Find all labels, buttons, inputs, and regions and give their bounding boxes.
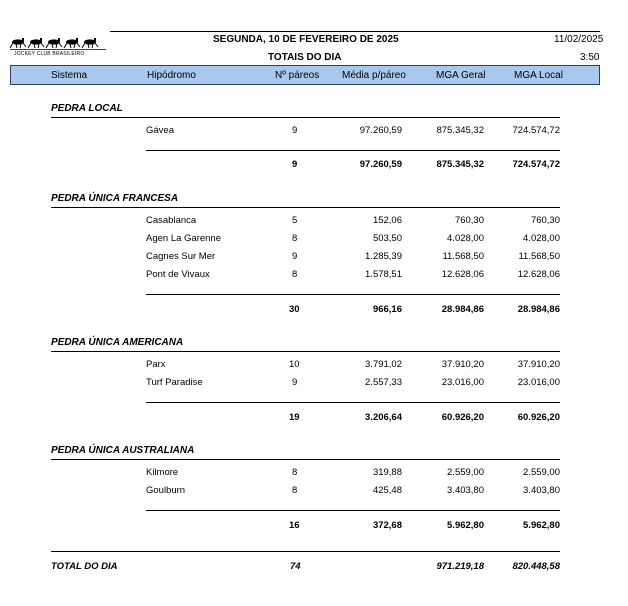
- subtotal-mga-local: 5.962,80: [523, 520, 560, 531]
- mga-geral-cell: 23.016,00: [441, 377, 484, 388]
- media-cell: 97.260,59: [359, 125, 402, 136]
- hipodromo-cell: Parx: [146, 359, 166, 370]
- media-cell: 3.791,02: [365, 359, 402, 370]
- mga-local-cell: 760,30: [530, 215, 560, 226]
- col-sistema: Sistema: [51, 70, 88, 81]
- subtotal-rule: [146, 402, 560, 403]
- group-rule: [51, 351, 560, 352]
- mga-local-cell: 4.028,00: [523, 233, 560, 244]
- mga-geral-cell: 875.345,32: [436, 125, 484, 136]
- subtotal-media: 372,68: [372, 520, 402, 531]
- subtotal-rule: [146, 510, 560, 511]
- subtotal-mga-geral: 5.962,80: [447, 520, 484, 531]
- group-rule: [51, 117, 560, 118]
- media-cell: 1.578,51: [365, 269, 402, 280]
- subtotal-pareos: 9: [292, 159, 298, 170]
- group-rule: [51, 459, 560, 460]
- pareos-cell: 8: [292, 485, 298, 496]
- media-cell: 2.557,33: [365, 377, 402, 388]
- pareos-cell: 9: [292, 125, 298, 136]
- media-cell: 425,48: [372, 485, 402, 496]
- mga-geral-cell: 2.559,00: [447, 467, 484, 478]
- total-pareos: 74: [290, 561, 301, 572]
- group-title: PEDRA ÚNICA FRANCESA: [51, 193, 179, 204]
- subtotal-mga-geral: 60.926,20: [441, 412, 484, 423]
- mga-local-cell: 12.628,06: [517, 269, 560, 280]
- subtotal-mga-local: 60.926,20: [517, 412, 560, 423]
- logo-text: JOCKEY CLUB BRASILEIRO: [14, 51, 85, 57]
- column-header-bar: [10, 65, 600, 85]
- media-cell: 152,06: [372, 215, 402, 226]
- hipodromo-cell: Gávea: [146, 125, 174, 136]
- mga-local-cell: 724.574,72: [512, 125, 560, 136]
- mga-local-cell: 23.016,00: [517, 377, 560, 388]
- report-time: 3:50: [580, 52, 600, 63]
- subtotal-mga-local: 28.984,86: [517, 304, 560, 315]
- subtotal-media: 3.206,64: [365, 412, 402, 423]
- hipodromo-cell: Casablanca: [146, 215, 197, 226]
- mga-geral-cell: 3.403,80: [447, 485, 484, 496]
- pareos-cell: 10: [289, 359, 300, 370]
- subtotal-pareos: 19: [289, 412, 300, 423]
- subtotal-rule: [146, 150, 560, 151]
- mga-geral-cell: 4.028,00: [447, 233, 484, 244]
- hipodromo-cell: Agen La Garenne: [146, 233, 222, 244]
- col-mga-geral: MGA Geral: [436, 70, 486, 81]
- mga-geral-cell: 37.910,20: [441, 359, 484, 370]
- subtotal-mga-geral: 28.984,86: [441, 304, 484, 315]
- mga-local-cell: 3.403,80: [523, 485, 560, 496]
- total-mga-local: 820.448,58: [512, 561, 560, 572]
- pareos-cell: 8: [292, 269, 298, 280]
- subtotal-mga-geral: 875.345,32: [436, 159, 484, 170]
- subtotal-pareos: 30: [289, 304, 300, 315]
- group-title: PEDRA LOCAL: [51, 103, 123, 114]
- media-cell: 319,88: [372, 467, 402, 478]
- media-cell: 1.285,39: [365, 251, 402, 262]
- col-pareos: Nº páreos: [275, 70, 320, 81]
- hipodromo-cell: Cagnes Sur Mer: [146, 251, 216, 262]
- mga-geral-cell: 11.568,50: [442, 251, 484, 262]
- group-rule: [51, 207, 560, 208]
- hipodromo-cell: Goulburn: [146, 485, 186, 496]
- mga-local-cell: 37.910,20: [517, 359, 560, 370]
- report-title: SEGUNDA, 10 DE FEVEREIRO DE 2025: [213, 34, 399, 45]
- mga-geral-cell: 12.628,06: [441, 269, 484, 280]
- subtotal-pareos: 16: [289, 520, 300, 531]
- mga-local-cell: 2.559,00: [523, 467, 560, 478]
- pareos-cell: 9: [292, 251, 298, 262]
- report-date: 11/02/2025: [554, 34, 604, 45]
- report-subtitle: TOTAIS DO DIA: [268, 52, 342, 63]
- subtotal-media: 966,16: [372, 304, 402, 315]
- pareos-cell: 9: [292, 377, 298, 388]
- col-media: Média p/páreo: [342, 70, 406, 81]
- subtotal-media: 97.260,59: [359, 159, 402, 170]
- col-hipodromo: Hipódromo: [147, 70, 196, 81]
- group-title: PEDRA ÚNICA AUSTRALIANA: [51, 445, 195, 456]
- total-rule: [51, 551, 560, 552]
- group-title: PEDRA ÚNICA AMERICANA: [51, 337, 184, 348]
- subtotal-mga-local: 724.574,72: [512, 159, 560, 170]
- pareos-cell: 5: [292, 215, 298, 226]
- mga-local-cell: 11.568,50: [518, 251, 560, 262]
- col-mga-local: MGA Local: [514, 70, 563, 81]
- total-label: TOTAL DO DIA: [51, 561, 118, 572]
- hipodromo-cell: Turf Paradise: [146, 377, 203, 388]
- hipodromo-cell: Pont de Vivaux: [146, 269, 210, 280]
- media-cell: 503,50: [372, 233, 402, 244]
- pareos-cell: 8: [292, 467, 298, 478]
- hipodromo-cell: Kilmore: [146, 467, 179, 478]
- mga-geral-cell: 760,30: [454, 215, 484, 226]
- total-mga-geral: 971.219,18: [436, 561, 484, 572]
- header-top-rule: [110, 31, 600, 32]
- pareos-cell: 8: [292, 233, 298, 244]
- subtotal-rule: [146, 294, 560, 295]
